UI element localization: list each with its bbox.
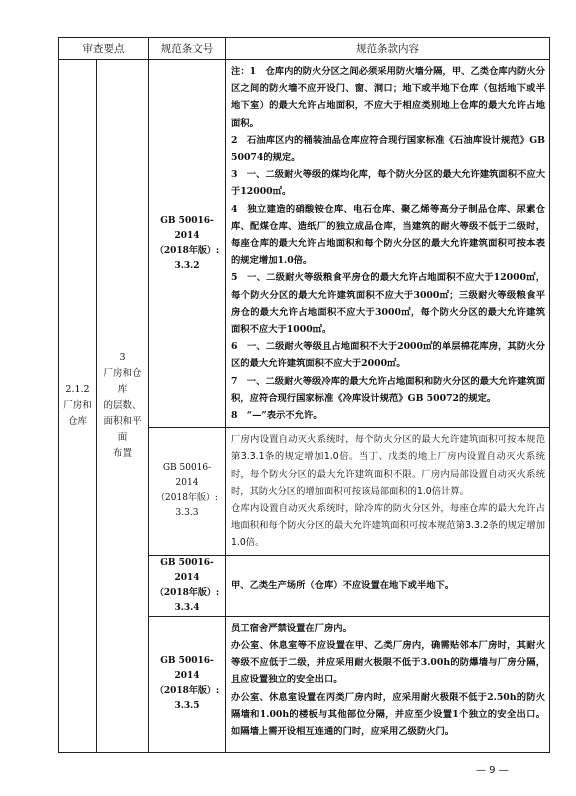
header-clause-number: 规范条文号 xyxy=(149,38,226,60)
clause-number-cell xyxy=(149,60,226,428)
clause-number: GB 50016-2014 （2018年版）: 3.3.2 xyxy=(154,215,220,271)
header-clause-content: 规范条款内容 xyxy=(226,38,550,60)
item-text: 3 厂房和仓库 的层数、 面积和平面 布置 xyxy=(103,351,142,459)
clause-content-cell xyxy=(226,555,550,616)
header-key-points: 审查要点 xyxy=(59,38,149,60)
clause-content-cell xyxy=(226,428,550,555)
content-paragraph: 办公室、休息室等不应设置在甲、乙类厂房内，确需贴邻本厂房时，其耐火等级不应低于二级，并应采用耐火极限不低于3.00h的防爆墙与厂房分隔，且应设置独立的安全出口。 xyxy=(231,639,545,686)
clause-number-cell xyxy=(149,555,226,616)
document-page xyxy=(58,37,550,753)
clause-content-cell xyxy=(226,60,550,428)
table-header-row xyxy=(59,38,550,60)
clause-number-cell xyxy=(149,428,226,555)
content-paragraph: 厂房内设置自动灭火系统时，每个防火分区的最大允许建筑面积可按本规范第3.3.1条的规定增加1.0倍。当丁、戊类的地上厂房内设置自动灭火系统时，每个防火分区的最大允许建筑面积不限。厂房内局部设置自动灭火系统时，其防火分区的增加面积可按该局部面积的1.0倍计算。 xyxy=(231,434,545,497)
clause-number-cell xyxy=(149,616,226,752)
content-paragraph: 甲、乙类生产场所（仓库）不应设置在地下或半地下。 xyxy=(231,580,455,592)
clause-number: GB 50016-2014 （2018年版）: 3.3.4 xyxy=(154,557,220,613)
content-paragraph: 2 石油库区内的桶装油品仓库应符合现行国家标准《石油库设计规范》GB 50074的规定。 xyxy=(231,134,545,164)
clause-content-cell xyxy=(226,616,550,752)
review-table xyxy=(58,37,550,753)
clause-number: GB 50016-2014 （2018年版）: 3.3.3 xyxy=(156,463,218,519)
content-paragraph: 7 一、二级耐火等级冷库的最大允许占地面积和防火分区的最大允许建筑面积，应符合现行国家标准《冷库设计规范》GB 50072的规定。 xyxy=(231,375,545,404)
table-row xyxy=(59,60,550,428)
clause-number: GB 50016-2014 （2018年版）: 3.3.5 xyxy=(154,656,220,712)
content-paragraph: 8 “—”表示不允许。 xyxy=(231,410,323,422)
key-point-cell xyxy=(59,60,97,753)
content-paragraph: 4 独立建造的硝酸铵仓库、电石仓库、聚乙烯等高分子制品仓库、尿素仓库、配煤仓库、造纸厂的独立成品仓库，当建筑的耐火等级不低于二级时，每座仓库的最大允许占地面积和每个防火分区的最大允许建筑面积可按本表的规定增加1.0倍。 xyxy=(231,203,545,267)
content-paragraph: 3 一、二级耐火等级的煤均化库，每个防火分区的最大允许建筑面积不应大于12000㎡。 xyxy=(231,169,545,198)
content-paragraph: 仓库内设置自动灭火系统时，除冷库的防火分区外，每座仓库的最大允许占地面积和每个防火分区的最大允许建筑面积可按本规范第3.3.2条的规定增加1.0倍。 xyxy=(231,503,545,549)
content-paragraph: 5 一、二级耐火等级粮食平房仓的最大允许占地面积不应大于12000㎡，每个防火分区的最大允许建筑面积不应大于3000㎡；三级耐火等级粮食平房仓的最大允许占地面积不应大于3000㎡，每个防火分区的最大允许建筑面积不应大于1000㎡。 xyxy=(231,272,545,336)
content-paragraph: 员工宿舍严禁设置在厂房内。 xyxy=(231,622,352,634)
content-paragraph: 注：1 仓库内的防火分区之间必须采用防火墙分隔，甲、乙类仓库内防火分区之间的防火墙不应开设门、窗、洞口；地下或半地下仓库（包括地下或半地下室）的最大允许占地面积，不应大于相应类别地上仓库的最大允许占地面积。 xyxy=(231,66,545,129)
page-number: — 9 — xyxy=(476,765,509,776)
content-paragraph: 6 一、二级耐火等级且占地面积不大于2000㎡的单层棉花库房，其防火分区的最大允许建筑面积不应大于2000㎡。 xyxy=(231,341,545,370)
content-paragraph: 办公室、休息室设置在丙类厂房内时，应采用耐火极限不低于2.50h的防火隔墙和1.00h的楼板与其他部位分隔，并应至少设置1个独立的安全出口。如隔墙上需开设相互连通的门时，应采用乙级防火门。 xyxy=(231,691,545,737)
item-cell xyxy=(97,60,149,753)
key-point-text: 2.1.2 厂房和 仓库 xyxy=(63,383,92,427)
